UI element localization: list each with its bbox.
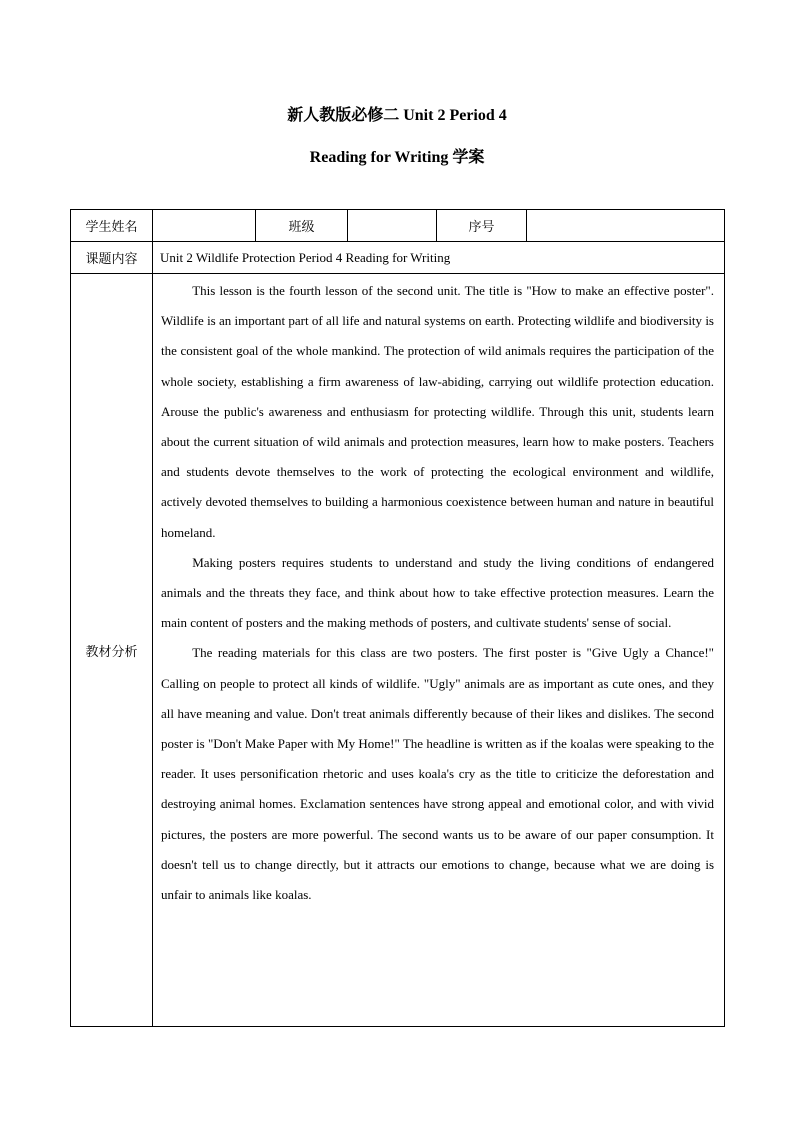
lesson-plan-table xyxy=(70,209,725,1027)
document-title: 新人教版必修二 Unit 2 Period 4 xyxy=(287,107,507,124)
analysis-paragraph-3: The reading materials for this class are two posters. The first poster is "Give Ugly a Chance!" Calling on people to protect all kinds of wildlife. "Ugly" animals are as important as cute ones, and they all have meaning and value. Don't treat animals differently because of their likes and dislikes. The second poster is "Don't Make Paper with My Home!" The headline is written as if the koalas were speaking to the reader. It uses personification rhetoric and uses koala's cry as the title to criticize the deforestation and destroying animal homes. Exclamation sentences have strong appeal and emotional color, and with vivid pictures, the posters are more powerful. The second wants us to be aware of our paper consumption. It doesn't tell us to change directly, but it attracts our emotions to change, because what we are doing is unfair to animals like koalas. xyxy=(161,645,714,903)
class-field[interactable] xyxy=(348,210,437,242)
topic-row xyxy=(71,242,725,274)
student-name-field[interactable] xyxy=(153,210,256,242)
analysis-paragraph-2: Making posters requires students to understand and study the living conditions of endangered animals and the threats they face, and think about how to take effective protection measures. Learn the main content of posters and the making methods of posters, and cultivate students' sense of social. xyxy=(161,554,714,631)
topic-value: Unit 2 Wildlife Protection Period 4 Reading for Writing xyxy=(153,242,725,274)
document-subtitle: Reading for Writing 学案 xyxy=(309,149,485,166)
analysis-paragraph-1: This lesson is the fourth lesson of the second unit. The title is "How to make an effective poster". Wildlife is an important part of all life and natural systems on earth. Protecting wildlife and biodiversity is the consistent goal of the whole mankind. The protection of wild animals requires the participation of the whole society, establishing a firm awareness of law-abiding, carrying out wildlife protection education. Arouse the public's awareness and enthusiasm for protecting wildlife. Through this unit, students learn about the current situation of wild animals and protection measures, learn how to make posters. Teachers and students devote themselves to the work of protecting the ecological environment and wildlife, actively devoted themselves to building a harmonious coexistence between human and nature in beautiful homeland. xyxy=(161,283,714,540)
class-label: 班级 xyxy=(256,210,348,242)
analysis-content xyxy=(153,274,725,1027)
student-name-label: 学生姓名 xyxy=(71,210,153,242)
analysis-label: 教材分析 xyxy=(71,274,153,1027)
analysis-row xyxy=(71,274,725,1027)
student-info-row xyxy=(71,210,725,242)
seat-number-label: 序号 xyxy=(437,210,527,242)
topic-label: 课题内容 xyxy=(71,242,153,274)
seat-number-field[interactable] xyxy=(527,210,725,242)
